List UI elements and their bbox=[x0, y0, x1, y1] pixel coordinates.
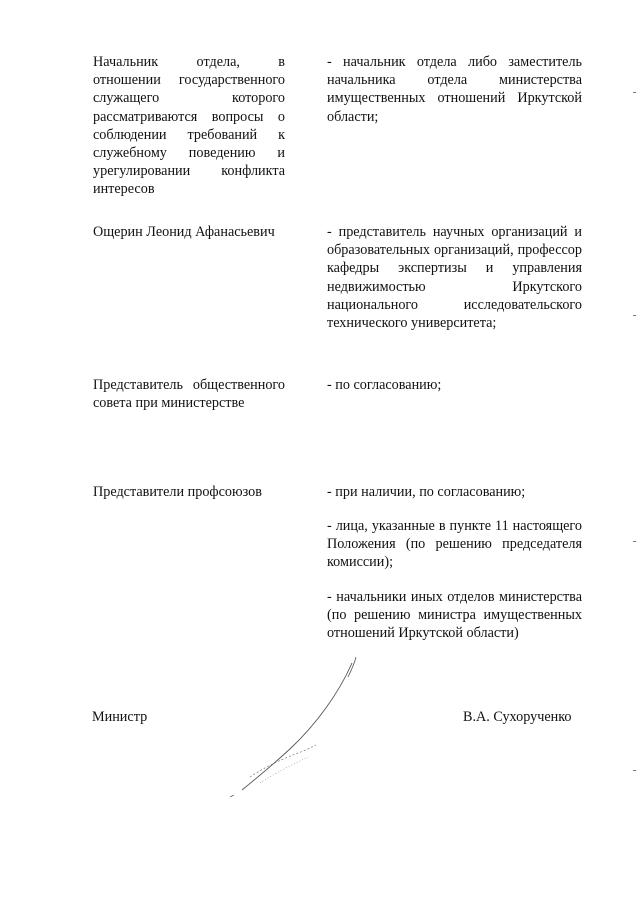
handwritten-signature bbox=[220, 655, 360, 805]
scan-mark bbox=[633, 92, 636, 93]
scan-mark bbox=[633, 315, 636, 316]
extra-item-1: - лица, указанные в пункте 11 настоящего Положения (по решению председателя комиссии); bbox=[327, 518, 582, 571]
signatory-position: Министр bbox=[92, 709, 148, 725]
member-1-description: - начальник отдела либо заместитель начальника отдела министерства имущественных отношений Иркутской области; bbox=[327, 54, 582, 125]
scan-mark bbox=[633, 541, 636, 542]
member-4-role: Представители профсоюзов bbox=[93, 484, 262, 500]
extra-item-2: - начальники иных отделов министерства (по решению министра имущественных отношений Иркутской области) bbox=[327, 589, 582, 642]
scan-mark bbox=[633, 770, 636, 771]
member-2-description: - представитель научных организаций и образовательных организаций, профессор кафедры экспертизы и управления недвижимостью Иркутского национального исследовательского технического университета; bbox=[327, 224, 582, 332]
member-3-description: - по согласованию; bbox=[327, 377, 442, 393]
signatory-name: В.А. Сухорученко bbox=[463, 709, 572, 725]
member-2-name: Ощерин Леонид Афанасьевич bbox=[93, 224, 275, 240]
member-1-role: Начальник отдела, в отношении государственного служащего которого рассматриваются вопросы о соблюдении требований к служебному поведению и урегулировании конфликта интересов bbox=[93, 54, 285, 198]
member-4-description: - при наличии, по согласованию; bbox=[327, 484, 526, 500]
member-3-role: Представитель общественного совета при министерстве bbox=[93, 377, 285, 412]
